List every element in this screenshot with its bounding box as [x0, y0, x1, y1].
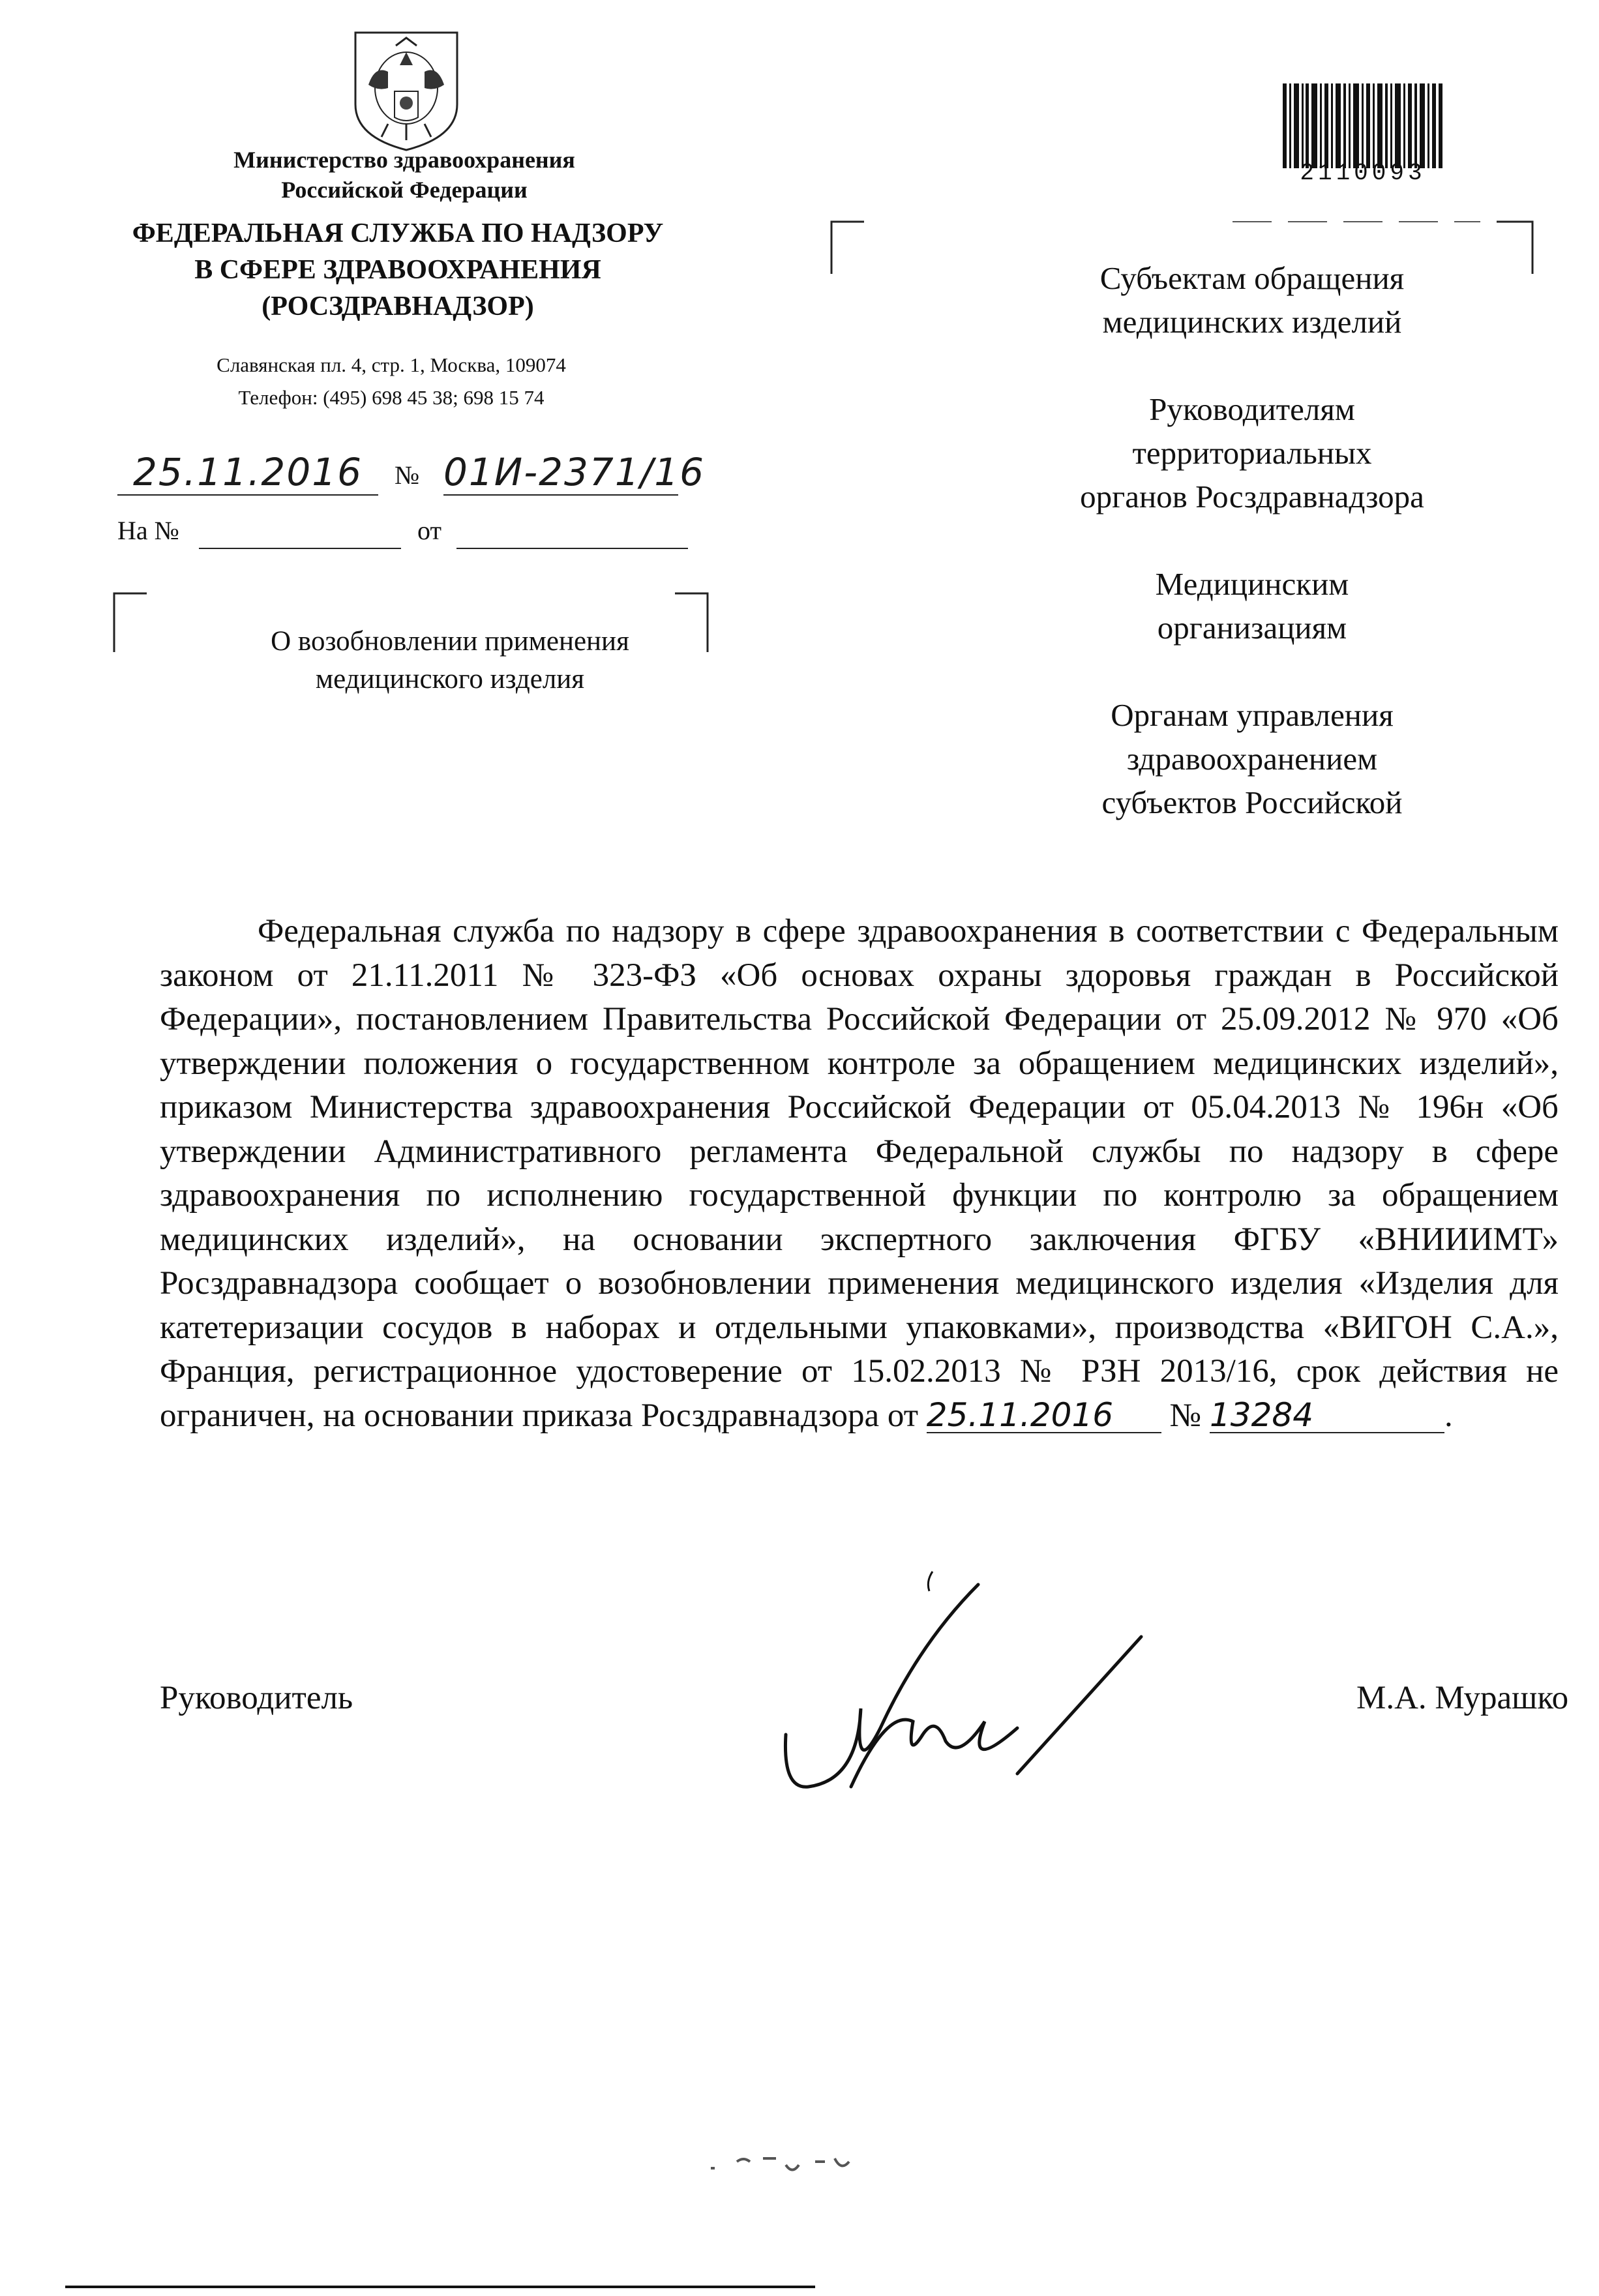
- signatory-name: М.А. Мурашко: [1356, 1680, 1569, 1716]
- reply-number-line: [199, 548, 401, 549]
- order-date: 25.11.2016: [927, 1398, 1161, 1433]
- reply-date-line: [456, 548, 688, 549]
- ministry-name: [157, 145, 652, 205]
- addressee-line: Медицинским: [1155, 566, 1349, 602]
- addressee-line: медицинских изделий: [1102, 304, 1402, 340]
- body-paragraph: [160, 910, 1559, 1438]
- addressee-block: [1004, 256, 1500, 868]
- addressee-line: субъектов Российской: [1101, 784, 1403, 820]
- agency-line-2: В СФЕРЕ ЗДРАВООХРАНЕНИЯ: [194, 255, 601, 285]
- addressee-line: Органам управления: [1111, 697, 1394, 733]
- barcode-number: 2110093: [1300, 160, 1426, 186]
- number-sign: №: [395, 460, 420, 490]
- addressee-item: [1004, 693, 1500, 824]
- addressee-line: территориальных: [1132, 435, 1372, 471]
- addressee-item: [1004, 387, 1500, 518]
- phone-line: Телефон: (495) 698 45 38; 698 15 74: [238, 386, 545, 409]
- coat-of-arms-icon: [349, 26, 464, 154]
- order-number: 13284: [1210, 1398, 1444, 1433]
- subject-line-1: О возобновлении применения: [271, 626, 629, 657]
- addressee-line: органов Росздравнадзора: [1080, 479, 1424, 514]
- addressee-line: Руководителям: [1149, 391, 1355, 427]
- outgoing-date: 25.11.2016: [117, 450, 378, 496]
- body-text: Федеральная служба по надзору в сфере здравоохранения в соответствии с Федеральным законом от 21.11.2011 № 323-ФЗ «Об основах охраны здоровья граждан в Российской Федерации», постановлением Правительства Российской Федерации от 25.09.2012 № 970 «Об утверждении положения о государственном контроле за обращением медицинских изделий», приказом Министерства здравоохранения Российской Федерации от 05.04.2013 № 196н «Об утверждении Административного регламента Федеральной службы по надзору в сфере здравоохранения по исполнению государственной функции по контролю за обращением медицинских изделий», на основании экспертного заключения ФГБУ «ВНИИИМТ» Росздравнадзора сообщает о возобновлении применения медицинского изделия «Изделия для катетеризации сосудов в наборах и отдельными упаковками», производства «ВИГОН С.А.», Франция, регистрационное удостоверение от 15.02.2013 № РЗН 2013/16, срок действия не ограничен, на основании приказа Росздравнадзора от: [160, 913, 1559, 1434]
- addressee-line: здравоохранением: [1126, 741, 1378, 777]
- reply-to-label: На №: [117, 516, 179, 545]
- reply-from-label: от: [417, 516, 441, 545]
- body-end: .: [1444, 1397, 1453, 1434]
- letter-subject: [209, 623, 691, 698]
- outgoing-number: 01И-2371/16: [443, 450, 706, 494]
- subject-line-2: медицинского изделия: [315, 664, 585, 694]
- addressee-line: Субъектам обращения: [1099, 260, 1405, 296]
- handwritten-signature: [770, 1565, 1174, 1813]
- addressee-line: организациям: [1157, 610, 1347, 646]
- addressee-item: [1004, 562, 1500, 649]
- agency-line-3: (РОСЗДРАВНАДЗОР): [262, 291, 534, 321]
- agency-name: [72, 215, 724, 325]
- signatory-role: Руководитель: [160, 1680, 353, 1716]
- letter-body: [160, 910, 1559, 1438]
- scan-marks: [704, 2145, 913, 2191]
- order-number-sign: №: [1169, 1397, 1202, 1434]
- addressee-item: [1004, 256, 1500, 344]
- address-line: Славянская пл. 4, стр. 1, Москва, 109074: [217, 353, 566, 376]
- agency-line-1: ФЕДЕРАЛЬНАЯ СЛУЖБА ПО НАДЗОРУ: [132, 218, 664, 248]
- ministry-line-1: Министерство здравоохранения: [233, 147, 575, 173]
- barcode-icon: [1281, 83, 1444, 168]
- agency-address: [98, 349, 685, 414]
- ministry-line-2: Российской Федерации: [281, 177, 528, 203]
- page-edge-line: [65, 2286, 815, 2288]
